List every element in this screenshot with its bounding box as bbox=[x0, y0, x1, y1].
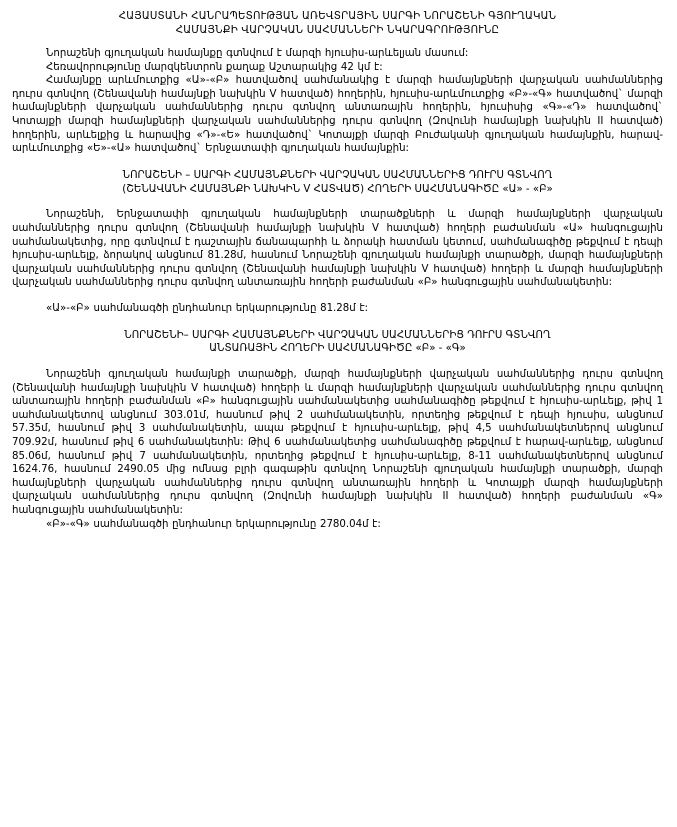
section-ab-heading-line-2: (ՇԵՆԱՎԱՆԻ ՀԱՄԱՅՆՔԻ ՆԱԽԿԻՆ V ՀԱՏՎԱԾ) ՀՈՂԵՐԻ ՍԱՀՄԱՆԱԳԻԾԸ «Ա» - «Բ» bbox=[122, 183, 553, 195]
intro-paragraph-3: Համայնքը արևմուտքից «Ա»-«Բ» հատվածով սահմանակից է մարզի համայնքների վարչական սահմաններից դուրս գտնվող (Շենավանի համայնքի նախկին V հատված) հողերին, հյուսիս-արևմուտքից «Բ»-«Գ» հատվածով` մարզի համայնքների վարչական սահմաններից դուրս գտնվող անտառային հողերին, հյուսիսից «Գ»-«Դ» հատվածով` Կոտայքի մարզի համայնքների վարչական սահմաններից դուրս գտնվող (Զովունի համայնքի նախկին II հատված) հողերին, արևելքից և հարավից «Դ»-«Ե» հատվածով` Կոտայքի մարզի Բուժականի գյուղական համայնքին, հարավ-արևմուտքից «Ե»-«Ա» հատվածով` Երնջատափի գյուղական համայնքին: bbox=[12, 75, 663, 155]
section-ab-heading-line-1: ՆՈՐԱՇԵՆԻ – ՍԱՐԳԻ ՀԱՄԱՅՆՔՆԵՐԻ ՎԱՐՉԱԿԱՆ ՍԱՀՄԱՆՆԵՐԻՑ ԴՈՒՐՍ ԳՏՆՎՈՂ bbox=[122, 169, 553, 181]
section-bg-heading-line-2: ԱՆՏԱՌԱՅԻՆ ՀՈՂԵՐԻ ՍԱՀՄԱՆԱԳԻԾԸ «Բ» - «Գ» bbox=[209, 343, 466, 355]
intro-paragraph-2: Հեռավորությունը մարզկենտրոն քաղաք Աշտարակից 42 կմ է: bbox=[46, 61, 383, 73]
section-ab-paragraph-2: «Ա»-«Բ» սահմանագծի ընդհանուր երկարությունը 81.28մ է: bbox=[46, 302, 369, 314]
section-ab-paragraph-1: Նորաշենի, Երնջատափի գյուղական համայնքների տարածքների և մարզի համայնքների վարչական սահմաններից դուրս գտնվող (Շենավանի համայնքի նախկին V հատված) հողերի բաժանման «Ա» հանգուցային սահմանակետից, որը գտնվում է դաշտային ճանապարհի և ձորակի հատման կետում, սահմանագիծը թեքվում է դեպի հյուսիս-արևելք, ձորակով անցնում 81.28մ, հասնում Նորաշենի գյուղական համայնքի տարածքի, մարզի համայնքների վարչական սահմաններից դուրս գտնվող (Շենավանի համայնքի նախկին V հատված) հողերի և մարզի համայնքների վարչական սահմաններից դուրս գտնվող անտառային հողերի բաժանման «Բ» հանգուցային սահմանակետին: bbox=[12, 209, 663, 289]
section-bg-heading bbox=[16, 329, 659, 357]
document-title-line-2: ՀԱՄԱՅՆՔԻ ՎԱՐՉԱԿԱՆ ՍԱՀՄԱՆՆԵՐԻ ՆԿԱՐԱԳՐՈՒԹՅՈՒՆԸ bbox=[175, 24, 500, 36]
section-bg-paragraph-2: «Բ»-«Գ» սահմանագծի ընդհանուր երկարությունը 2780.04մ է: bbox=[46, 518, 381, 530]
intro-paragraph-1: Նորաշենի գյուղական համայնքը գտնվում է մարզի հյուսիս-արևելյան մասում: bbox=[46, 48, 469, 59]
section-ab-heading bbox=[16, 169, 659, 197]
section-bg-heading-line-1: ՆՈՐԱՇԵՆԻ– ՍԱՐԳԻ ՀԱՄԱՅՆՔՆԵՐԻ ՎԱՐՉԱԿԱՆ ՍԱՀՄԱՆՆԵՐԻՑ ԴՈՒՐՍ ԳՏՆՎՈՂ bbox=[124, 329, 551, 341]
section-bg-paragraph-1: Նորաշենի գյուղական համայնքի տարածքի, մարզի համայնքների վարչական սահմաններից դուրս գտնվող (Շենավանի համայնքի նախկին V հատված) հողերի և մարզի համայնքների վարչական սահմաններից դուրս գտնվող անտառային հողերի բաժանման «Բ» հանգուցային սահմանակետից սահմանագիծը թեքվում է հյուսիս-արևելք, թիվ 1 սահմանակետով անցնում 303.01մ, հասնում թիվ 2 սահմանակետին, որտեղից թեքվում է դեպի հյուսիս, անցնում 57.35մ, հասնում թիվ 3 սահմանակետին, ապա թեքվում է հյուսիս-արևելք, թիվ 4,5 սահմանակետներով անցնում 709.92մ, հասնում թիվ 6 սահմանակետին: Թիվ 6 սահմանակետից սահմանագիծը թեքվում է հարավ-արևելք, անցնում 85.06մ, հասնում թիվ 7 սահմանակետին, որտեղից թեքվում է հյուսիս-արևելք, 8-11 սահմանակետներով անցնում 1624.76, հասնում 2490.05 մից ոմնաց բլրի գագաթին գտնվող Նորաշենի գյուղական համայնքի տարածքի, մարզի համայնքների վարչական սահմաններից դուրս գտնվող անտառային հողերի և Կոտայքի մարզի համայնքների վարչական սահմաններից դուրս գտնվող (Զովունի համայնքի նախկին II հատված) հողերի բաժանման «Գ» հանգուցային սահմանակետին: bbox=[12, 369, 663, 517]
document-title bbox=[30, 10, 645, 37]
document-title-line-1: ՀԱՅԱՍՏԱՆԻ ՀԱՆՐԱՊԵՏՈՒԹՅԱՆ ԱՌԵՎՏՐԱՅԻՆ ՍԱՐԳԻ ՆՈՐԱՇԵՆԻ ԳՅՈՒՂԱԿԱՆ bbox=[118, 11, 557, 22]
